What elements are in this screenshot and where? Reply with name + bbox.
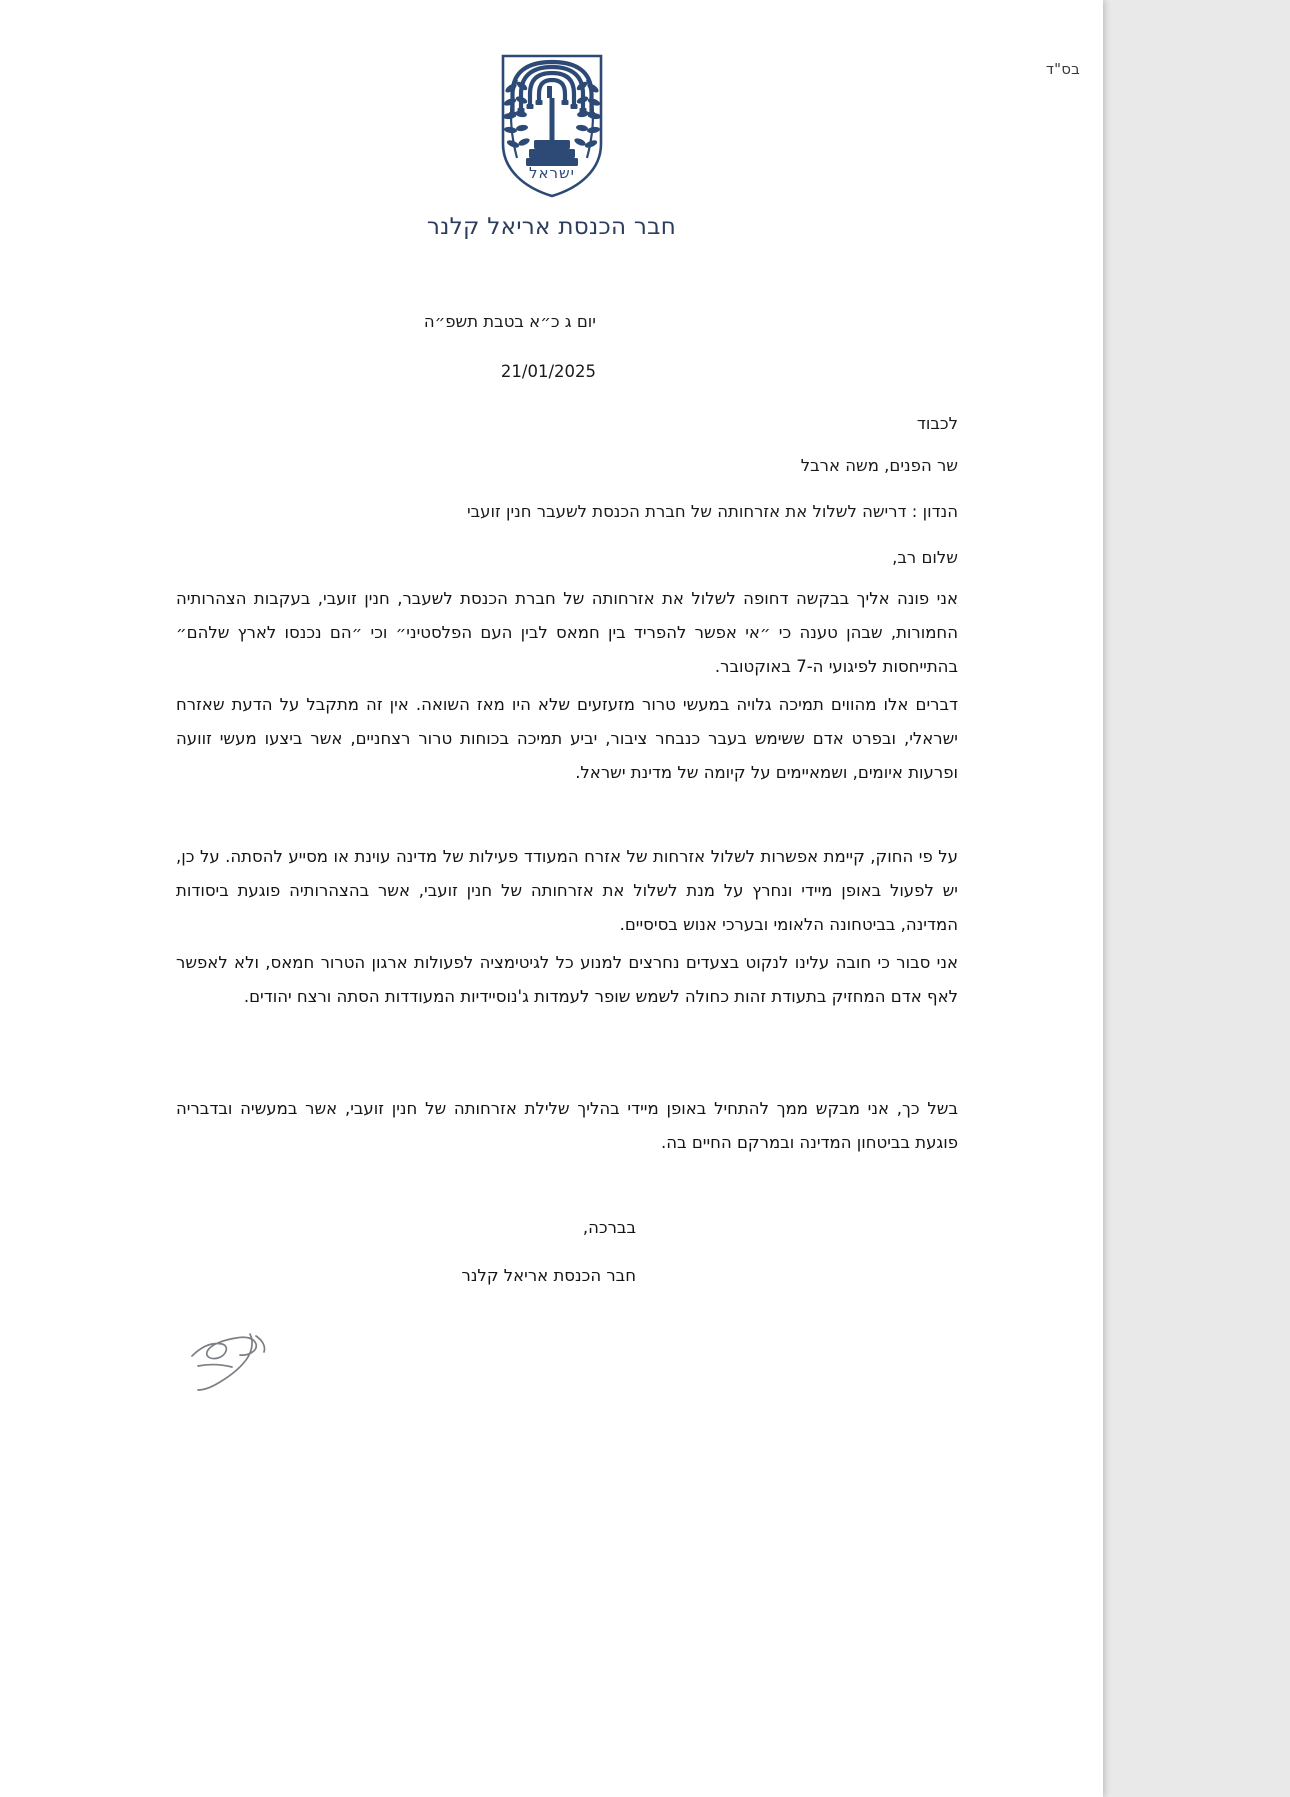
hebrew-date-block xyxy=(176,312,596,331)
addressee-name: שר הפנים, משה ארבל xyxy=(800,456,958,475)
body-paragraph: דברים אלו מהווים תמיכה גלויה במעשי טרור מזעזעים שלא היו מאז השואה. אין זה מתקבל על הדעת שאזרח ישראלי, ובפרט אדם ששימש בעבר כנבחר ציבור, יביע תמיכה בכוחות טרור רצחניים, אשר ביצעו מעשי זוועה ופרעות איומים, ושמאיימים על קיומה של מדינת ישראל. xyxy=(176,695,958,782)
body-paragraph: על פי החוק, קיימת אפשרות לשלול אזרחות של אזרח המעודד פעילות של מדינה עוינת או מסייע להסתה. על כן, יש לפעול באופן מיידי ונחרץ על מנת לשלול את אזרחותה של חנין זועבי, אשר בהצהרותיה פוגעת ביסודות המדינה, בביטחונה הלאומי ובערכי אנוש בסיסיים. xyxy=(176,847,958,934)
svg-text:ישראל: ישראל xyxy=(528,164,575,182)
body-paragraph: אני סבור כי חובה עלינו לנקוט בצעדים נחרצים למנוע כל לגיטימציה לפעולות ארגון הטרור חמאס, ולא לאפשר לאף אדם המחזיק בתעודת זהות כחולה לשמש שופר לעמדות ג'נוסיידיות המעודדות הסתה ורצח יהודים. xyxy=(176,953,958,1006)
subject-line: הנדון : דרישה לשלול את אזרחותה של חברת הכנסת לשעבר חנין זועבי xyxy=(466,502,958,521)
page-gutter xyxy=(1103,0,1290,1797)
body-paragraph: אני פונה אליך בבקשה דחופה לשלול את אזרחותה של חברת הכנסת לשעבר, חנין זועבי, בעקבות הצהרותיה החמורות, שבהן טענה כי ״אי אפשר להפריד בין חמאס לבין העם הפלסטיני״ וכי ״הם נכנסו לארץ שלהם״ בהתייחסות לפיגועי ה-7 באוקטובר. xyxy=(176,589,958,676)
greeting-line: שלום רב, xyxy=(892,548,958,567)
israel-state-emblem-icon xyxy=(0,52,1103,200)
gregorian-date-block xyxy=(176,362,596,381)
body-paragraph: בשל כך, אני מבקש ממך להתחיל באופן מיידי בהליך שלילת אזרחותה של חנין זועבי, אשר במעשיה ובדבריה פוגעת בביטחון המדינה ובמרקם החיים בה. xyxy=(176,1099,958,1152)
gregorian-date: 21/01/2025 xyxy=(500,362,596,381)
handwritten-signature-icon xyxy=(182,1322,292,1402)
addressee-honorific: לכבוד xyxy=(916,414,958,433)
closing-regards: בברכה, xyxy=(582,1218,636,1237)
hebrew-date: יום ג כ״א בטבת תשפ״ה xyxy=(423,312,596,331)
signer-name: חבר הכנסת אריאל קלנר xyxy=(461,1266,636,1285)
page-title: חבר הכנסת אריאל קלנר xyxy=(426,214,677,240)
bsd-marking: בס"ד xyxy=(1045,60,1080,78)
